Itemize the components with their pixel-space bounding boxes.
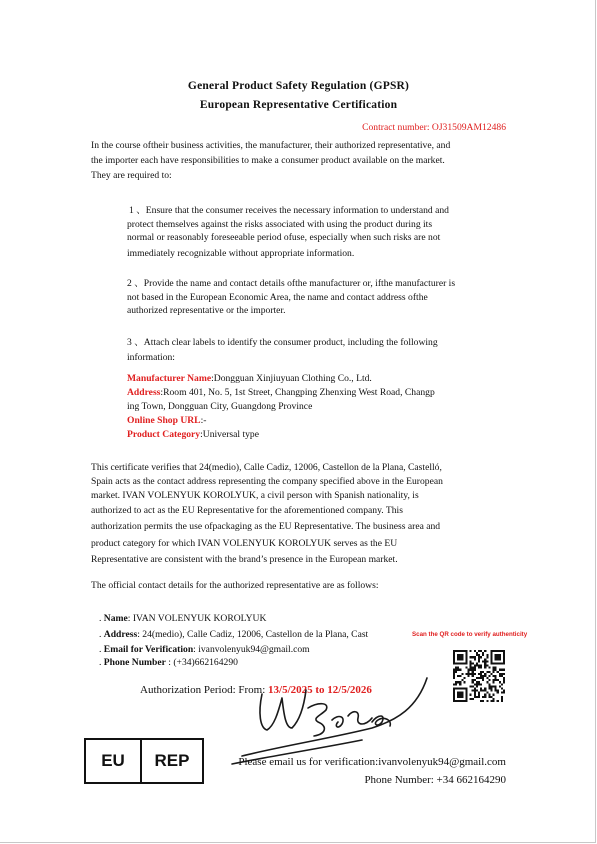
item-1-line: protect themselves against the risks associated with using the product during its bbox=[127, 219, 433, 230]
contract-number: Contract number: OJ31509AM12486 bbox=[362, 122, 506, 133]
manufacturer-address-label: Address bbox=[127, 387, 161, 398]
manufacturer-name-row bbox=[127, 373, 372, 385]
manufacturer-name-value: :Dongguan Xinjiuyuan Clothing Co., Ltd. bbox=[211, 373, 372, 384]
verify-line: authorized to act as the EU Representative for the aforementioned company. This bbox=[91, 505, 403, 516]
handwritten-signature bbox=[222, 668, 432, 768]
footer-phone: Phone Number: +34 662164290 bbox=[364, 774, 506, 786]
rep-name-row: . Name: IVAN VOLENYUK KOROLYUK bbox=[99, 613, 267, 624]
item-2-line: not based in the European Economic Area, the name and contact address ofthe bbox=[127, 292, 428, 303]
product-category-row bbox=[127, 429, 259, 441]
manufacturer-address-row bbox=[127, 387, 435, 399]
item-3-line: 3 、Attach clear labels to identify the consumer product, including the following bbox=[127, 337, 438, 348]
rep-address-value: : 24(medio), Calle Cadiz, 12006, Castellon de la Plana, Cast bbox=[137, 629, 369, 640]
online-shop-row bbox=[127, 415, 206, 427]
scan-qr-note: Scan the QR code to verify authenticity bbox=[412, 631, 528, 638]
title-line-1: General Product Safety Regulation (GPSR) bbox=[187, 80, 410, 92]
title-line-2: European Representative Certification bbox=[199, 99, 398, 111]
intro-line: the importer each have responsibilities to make a consumer product available on the market. bbox=[91, 155, 445, 166]
intro-line: In the course oftheir business activities, the manufacturer, their authorized representative, and bbox=[91, 140, 451, 151]
official-contact-intro: The official contact details for the authorized representative are as follows: bbox=[91, 580, 379, 591]
authorization-period-label: Authorization Period: From: bbox=[140, 684, 269, 696]
item-2-line: 2 、Provide the name and contact details ofthe manufacturer or, ifthe manufacturer is bbox=[127, 278, 456, 289]
manufacturer-address-line-2: ing Town, Dongguan City, Guangdong Province bbox=[127, 401, 313, 412]
item-1-line: immediately recognizable without appropriate information. bbox=[127, 248, 355, 259]
rep-name-value: : IVAN VOLENYUK KOROLYUK bbox=[127, 613, 267, 624]
eu-label: EU bbox=[86, 740, 142, 782]
verify-line: Spain acts as the contact address representing the company specified above in the European bbox=[91, 476, 443, 487]
rep-email-row: . Email for Verification: ivanvolenyuk94@gmail.com bbox=[99, 644, 310, 655]
online-shop-label: Online Shop URL bbox=[127, 415, 201, 426]
item-3-line: information: bbox=[127, 352, 175, 363]
eu-rep-logo bbox=[84, 738, 204, 784]
verify-line: Representative are consistent with the brand’s presence in the European market. bbox=[91, 554, 398, 565]
authorization-period-value: 13/5/2025 to 12/5/2026 bbox=[268, 684, 372, 696]
rep-address-label: Address bbox=[103, 629, 138, 640]
rep-phone-value: : (+34)662164290 bbox=[165, 657, 238, 668]
product-category-label: Product Category bbox=[127, 429, 201, 440]
verify-line: market. IVAN VOLENYUK KOROLYUK, a civil person with Spanish nationality, is bbox=[91, 490, 419, 501]
rep-phone-label: Phone Number bbox=[103, 657, 166, 668]
item-2-line: authorized representative or the importer. bbox=[127, 305, 286, 316]
rep-email-label: Email for Verification bbox=[103, 644, 194, 655]
rep-label: REP bbox=[154, 751, 190, 770]
verify-line: This certificate verifies that 24(medio), Calle Cadiz, 12006, Castellon de la Plana, Castelló, bbox=[91, 462, 442, 473]
rep-email-value: : ivanvolenyuk94@gmail.com bbox=[193, 644, 310, 655]
rep-phone-row: . Phone Number : (+34)662164290 bbox=[99, 657, 238, 668]
intro-line: They are required to: bbox=[91, 170, 172, 181]
rep-address-row: . Address: 24(medio), Calle Cadiz, 12006, Castellon de la Plana, Cast bbox=[99, 629, 369, 640]
item-1-line: 1 、Ensure that the consumer receives the necessary information to understand and bbox=[129, 205, 449, 216]
verify-line: product category for which IVAN VOLENYUK KOROLYUK serves as the EU bbox=[91, 538, 398, 549]
item-1-line: normal or reasonably foreseeable period ofuse, especially when such risks are not bbox=[127, 232, 441, 243]
manufacturer-address-value: :Room 401, No. 5, 1st Street, Changping Zhenxing West Road, Changp bbox=[160, 387, 435, 398]
footer-email: Please email us for verification:ivanvolenyuk94@gmail.com bbox=[238, 756, 506, 768]
verify-line: authorization permits the use ofpackaging as the EU Representative. The business area and bbox=[91, 521, 441, 532]
rep-name-label: Name bbox=[103, 613, 128, 624]
online-shop-value: :- bbox=[200, 415, 207, 426]
manufacturer-name-label: Manufacturer Name bbox=[127, 373, 212, 384]
qr-code[interactable] bbox=[453, 650, 505, 702]
product-category-value: :Universal type bbox=[200, 429, 259, 440]
